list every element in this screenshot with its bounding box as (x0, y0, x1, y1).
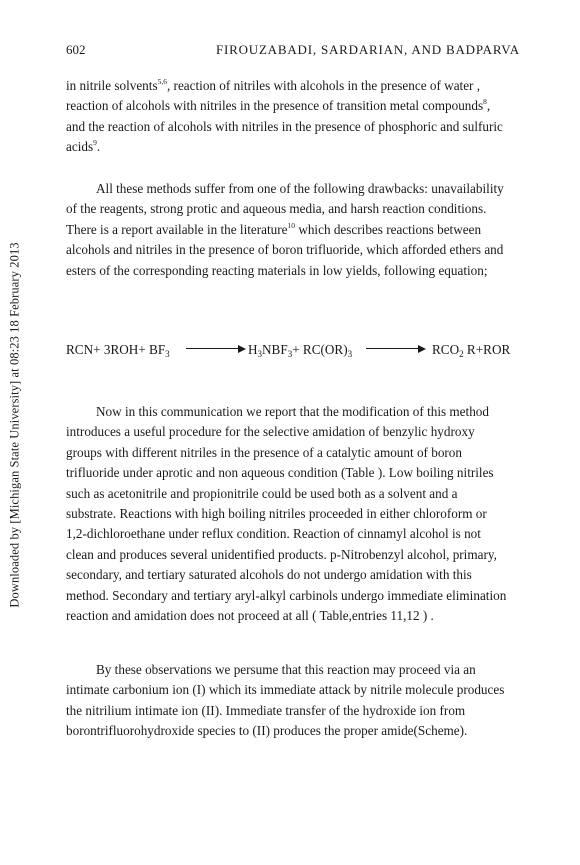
subscript: 3 (347, 349, 353, 359)
text-run: RCO (432, 342, 460, 357)
text-line (66, 137, 516, 157)
text-line: alcohols and nitriles in the presence of boron trifluoride, which afforded ethers and (66, 242, 504, 258)
citation-ref: 9 (93, 138, 97, 148)
subscript: 3 (257, 349, 263, 359)
text-line: esters of the corresponding reacting materials in low yields, following equation; (66, 262, 488, 278)
text-run: R+ROR (463, 342, 511, 357)
paragraph-communication (66, 402, 516, 626)
paragraph-previous-methods (66, 76, 516, 158)
equation-reactants (66, 342, 170, 358)
text-line: borontrifluorohydroxide species to (II) produces the proper amide(Scheme). (66, 723, 468, 739)
text-line: method. Secondary and tertiary aryl-alkyl carbinols undergo immediate elimination (66, 587, 507, 603)
text-line: substrate. Reactions with high boiling nitriles proceeded in either chloroform or (66, 506, 487, 522)
text-line: groups with different nitriles in the presence of a catalytic amount of boron (66, 444, 462, 460)
text-line (66, 220, 516, 240)
reaction-arrow-icon (366, 348, 424, 349)
text-run: which describes reactions between (295, 221, 482, 237)
text-run: There is a report available in the literature (66, 221, 288, 237)
text-line (66, 76, 516, 96)
subscript: 3 (287, 349, 293, 359)
equation-intermediate (248, 342, 352, 358)
text-run: , (486, 98, 491, 114)
text-line: By these observations we persume that this reaction may proceed via an (96, 662, 476, 677)
text-line: introduces a useful procedure for the selective amidation of benzylic hydroxy (66, 424, 475, 440)
citation-ref: 8 (483, 97, 487, 107)
text-run: . (96, 139, 101, 155)
running-head-authors: FIROUZABADI, SARDARIAN, AND BADPARVA (215, 42, 520, 57)
text-line: trifluoride under aprotic and non aqueous condition (Table ). Low boiling nitriles (66, 465, 494, 481)
text-run: NBF (262, 342, 288, 357)
download-notice: Downloaded by [Michigan State University] at 08:23 18 February 2013 (7, 242, 22, 608)
text-line (66, 96, 516, 116)
text-line: All these methods suffer from one of the following drawbacks: unavailability (96, 181, 504, 196)
subscript: 2 (459, 349, 464, 359)
text-line: such as acetonitrile and propionitrile could be used both as a solvent and a (66, 485, 458, 501)
text-run: acids (66, 139, 94, 155)
reaction-equation (66, 336, 526, 362)
text-line: reaction and amidation does not proceed at all ( Table,entries 11,12 ) . (66, 608, 434, 624)
subscript: 3 (165, 349, 170, 359)
text-line: of the reagents, strong protic and aqueous media, and harsh reaction conditions. (66, 201, 487, 217)
paragraph-drawbacks (66, 179, 516, 281)
text-line: intimate carbonium ion (I) which its immediate attack by nitrile molecule produces (66, 682, 505, 698)
text-run: + RC(OR) (292, 342, 348, 357)
text-line: Now in this communication we report that the modification of this method (96, 404, 489, 419)
text-run: RCN+ 3ROH+ BF (66, 342, 166, 357)
text-line: secondary, and tertiary saturated alcohols do not undergo amidation with this (66, 567, 472, 583)
text-line: the nitrilium intimate ion (II). Immediate transfer of the hydroxide ion from (66, 702, 466, 718)
download-watermark (0, 0, 30, 865)
text-run: reaction of alcohols with nitriles in the presence of transition metal compounds (66, 98, 484, 114)
text-line: and the reaction of alcohols with nitriles in the presence of phosphoric and sulfuric (66, 118, 503, 134)
text-run: H (248, 342, 258, 357)
text-line: 1,2-dichloroethane under reflux condition. Reaction of cinnamyl alcohol is not (66, 526, 481, 542)
text-line: clean and produces several unidentified products. p-Nitrobenzyl alcohol, primary, (66, 546, 497, 562)
citation-ref: 5,6 (157, 77, 167, 86)
citation-ref: 10 (287, 220, 296, 230)
equation-products (432, 342, 510, 358)
text-run: in nitrile solvents (66, 78, 158, 93)
text-run: , reaction of nitriles with alcohols in the presence of water , (166, 78, 481, 93)
paragraph-observations (66, 660, 516, 742)
reaction-arrow-icon (186, 348, 244, 349)
page-number: 602 (66, 42, 86, 57)
